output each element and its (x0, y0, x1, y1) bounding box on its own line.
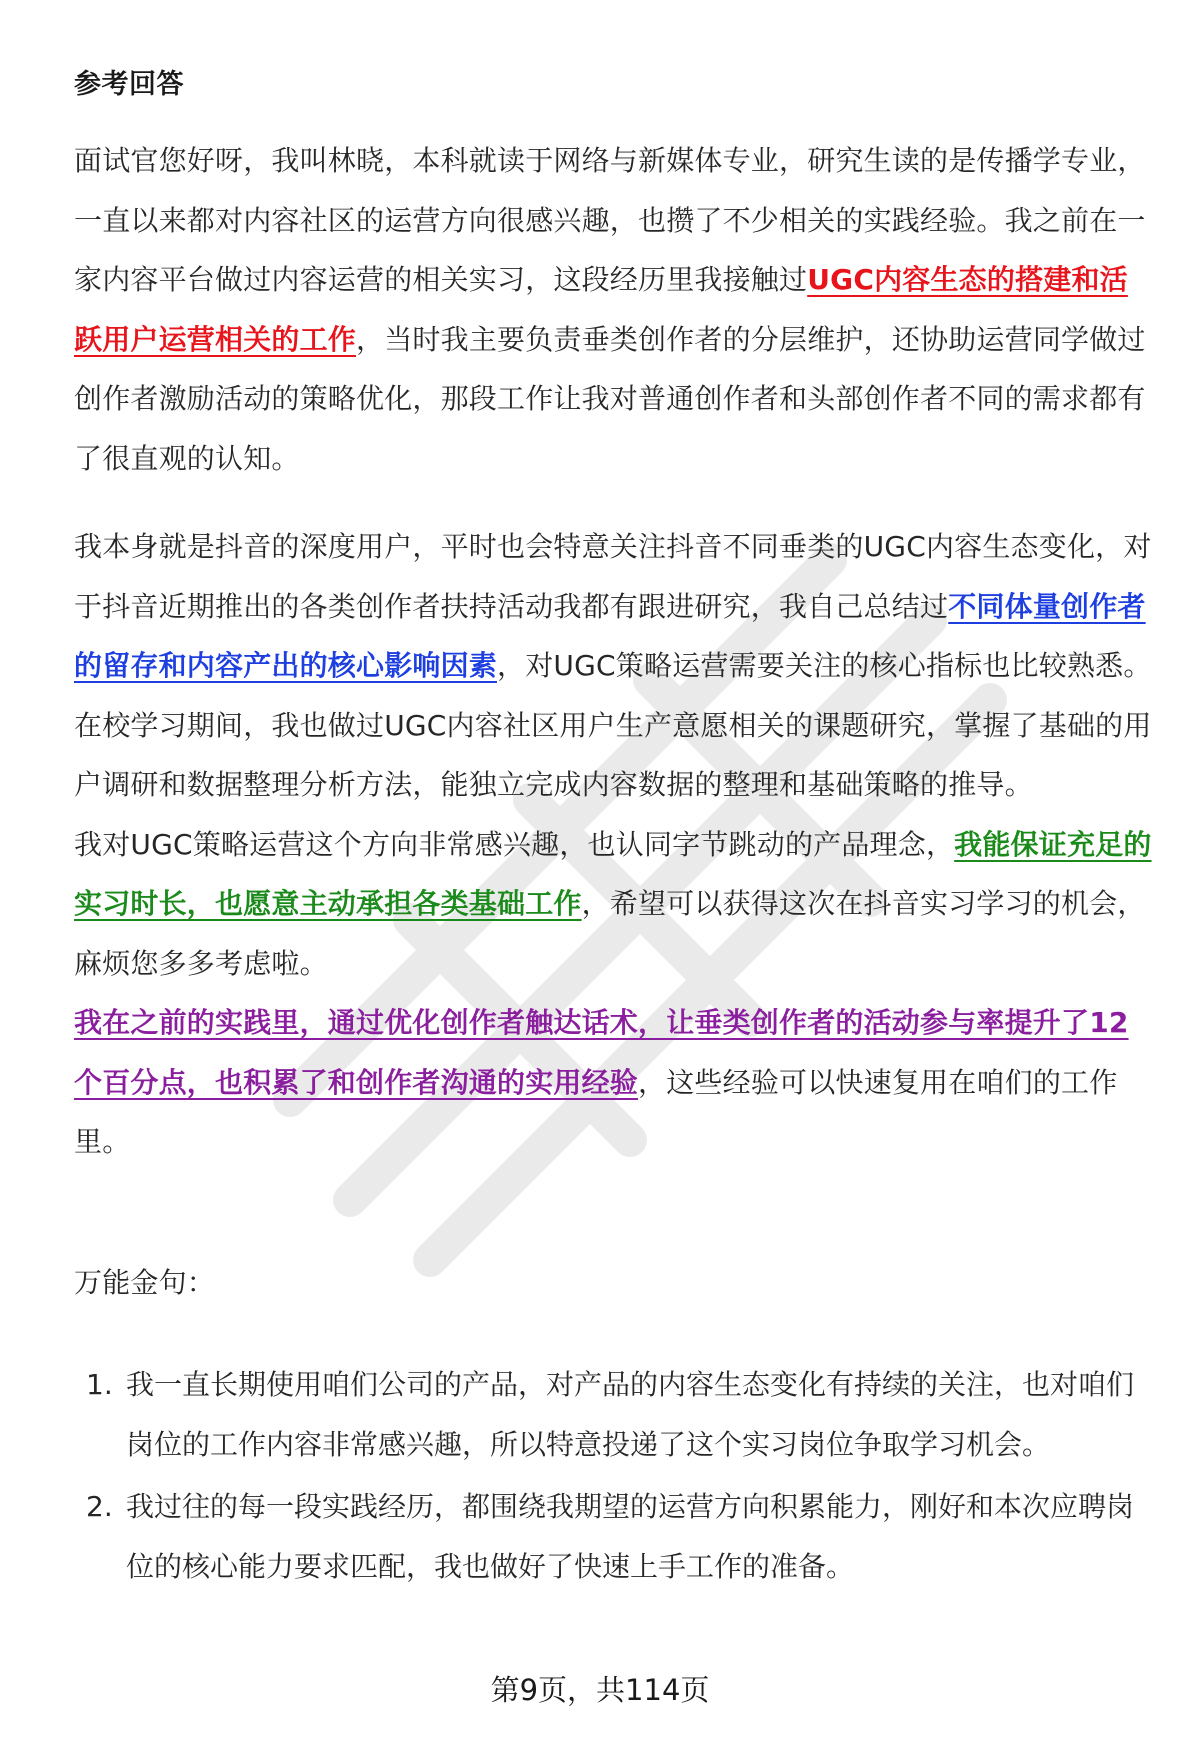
list-item-number: 2. (86, 1490, 113, 1523)
list-item-text: 我过往的每一段实践经历，都围绕我期望的运营方向积累能力，刚好和本次应聘岗位的核心能力要求匹配，我也做好了快速上手工作的准备。 (126, 1490, 1135, 1583)
answer-paragraph-2 (74, 517, 1154, 1172)
paragraph-text: 我对UGC策略运营这个方向非常感兴趣，也认同字节跳动的产品理念， (74, 827, 955, 861)
answer-paragraph-1 (74, 131, 1154, 488)
list-item-number: 1. (86, 1368, 113, 1401)
section-heading: 参考回答 (74, 69, 184, 100)
paragraph-text: 在校学习期间，我也做过UGC内容社区用户生产意愿相关的课题研究，掌握了基础的用户调研和数据整理分析方法，能独立完成内容数据的整理和基础策略的推导。 (74, 708, 1152, 801)
highlighted-text: 我能保证充足的实习时长，也愿意主动承担各类基础工作 (74, 827, 1152, 920)
paragraph-text: ，对UGC策略运营需要关注的核心指标也比较熟悉。 (497, 649, 1152, 682)
paragraph-text: 我本身就是抖音的深度用户，平时也会特意关注抖音不同垂类的UGC内容生态变化，对于抖音近期推出的各类创作者扶持活动我都有跟进研究，我自己总结过 (74, 530, 1152, 623)
list-item (74, 1355, 1154, 1474)
paragraph-text: ，当时我主要负责垂类创作者的分层维护，还协助运营同学做过创作者激励活动的策略优化，那段工作让我对普通创作者和头部创作者不同的需求都有了很直观的认知。 (74, 322, 1146, 475)
golden-lines-label: 万能金句： (74, 1266, 216, 1299)
highlighted-text: 不同体量创作者的留存和内容产出的核心影响因素 (74, 589, 1146, 682)
paragraph-text: ，这些经验可以快速复用在咱们的工作里。 (74, 1065, 1118, 1158)
page-number: 第9页，共114页 (490, 1673, 710, 1707)
golden-lines-list (74, 1355, 1154, 1599)
list-item (74, 1477, 1154, 1596)
paragraph-text: 面试官您好呀，我叫林晓，本科就读于网络与新媒体专业，研究生读的是传播学专业，一直以来都对内容社区的运营方向很感兴趣，也攒了不少相关的实践经验。我之前在一家内容平台做过内容运营的相关实习，这段经历里我接触过 (74, 144, 1146, 296)
paragraph-text: ，希望可以获得这次在抖音实习学习的机会，麻烦您多多考虑啦。 (74, 887, 1146, 980)
highlighted-text: 我在之前的实践里，通过优化创作者触达话术，让垂类创作者的活动参与率提升了12个百分点，也积累了和创作者沟通的实用经验 (74, 1006, 1129, 1099)
highlighted-text: UGC内容生态的搭建和活跃用户运营相关的工作 (74, 263, 1128, 356)
list-item-text: 我一直长期使用咱们公司的产品，对产品的内容生态变化有持续的关注，也对咱们岗位的工作内容非常感兴趣，所以特意投递了这个实习岗位争取学习机会。 (126, 1368, 1135, 1461)
